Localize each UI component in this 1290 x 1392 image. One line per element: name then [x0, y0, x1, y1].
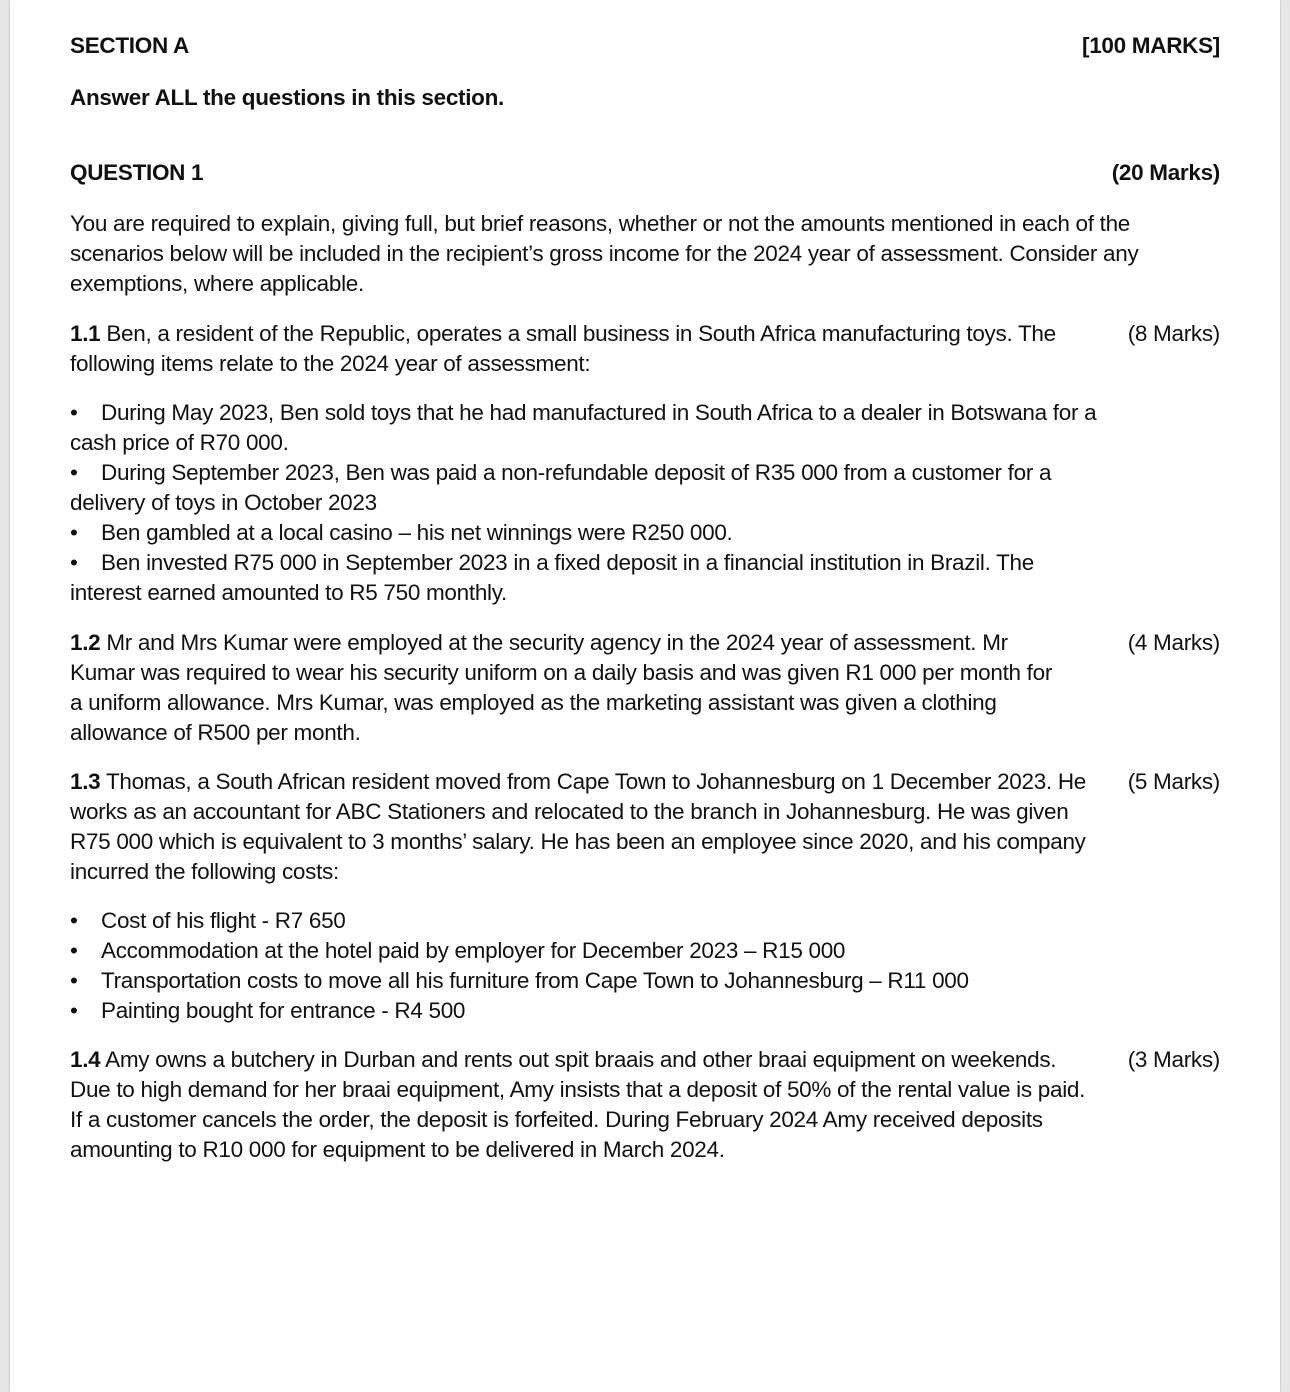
list-item: • During September 2023, Ben was paid a non-refundable deposit of R35 000 from a customer for a delivery of toys in October 2023 — [70, 460, 1052, 515]
subquestion-1-4 — [70, 1045, 1220, 1165]
subquestion-1-3 — [70, 767, 1220, 887]
question-title: QUESTION 1 — [70, 160, 204, 185]
question-intro — [70, 209, 1215, 299]
question-intro-text: You are required to explain, giving full, but brief reasons, whether or not the amounts mentioned in each of the scenarios below will be included in the recipient’s gross income for the 2024 year of assessment. Consider any exemptions, where applicable. — [70, 211, 1139, 296]
list-item: • Painting bought for entrance - R4 500 — [70, 998, 466, 1023]
question-header — [70, 158, 1220, 188]
subquestion-number: 1.2 — [70, 630, 101, 655]
list-item: • During May 2023, Ben sold toys that he had manufactured in South Africa to a dealer in Botswana for a cash price of R70 000. — [70, 400, 1097, 455]
subquestion-text: Mr and Mrs Kumar were employed at the security agency in the 2024 year of assessment. Mr Kumar was required to wear his security uniform on a daily basis and was given R1 000 per month for a uniform allowance. Mrs Kumar, was employed as the marketing assistant was given a clothing allowance of R500 per month. — [70, 630, 1053, 745]
subquestion-1-2 — [70, 628, 1220, 748]
subquestion-number: 1.3 — [70, 769, 101, 794]
section-header — [70, 31, 1220, 61]
subquestion-marks: (8 Marks) — [1127, 321, 1220, 346]
list-item: • Transportation costs to move all his furniture from Cape Town to Johannesburg – R11 000 — [70, 968, 969, 993]
list-item: • Ben invested R75 000 in September 2023 in a fixed deposit in a financial institution in Brazil. The interest earned amounted to R5 750 monthly. — [70, 550, 1034, 605]
subquestion-marks: (3 Marks) — [1127, 1047, 1220, 1072]
subquestion-number: 1.1 — [70, 321, 101, 346]
section-marks: [100 MARKS] — [1082, 33, 1220, 58]
list-item: • Accommodation at the hotel paid by employer for December 2023 – R15 000 — [70, 938, 846, 963]
subquestion-1-1 — [70, 319, 1220, 379]
subquestion-marks: (4 Marks) — [1127, 630, 1220, 655]
subquestion-text: Thomas, a South African resident moved from Cape Town to Johannesburg on 1 December 2023. He works as an accountant for ABC Stationers and relocated to the branch in Johannesburg. He was given R75 000 which is equivalent to 3 months’ salary. He has been an employee since 2020, and his company incurred the following costs: — [70, 769, 1086, 884]
subquestion-text: Amy owns a butchery in Durban and rents out spit braais and other braai equipment on weekends. Due to high demand for her braai equipment, Amy insists that a deposit of 50% of the rental value is paid. If a customer cancels the order, the deposit is forfeited. During February 2024 Amy received deposits amounting to R10 000 for equipment to be delivered in March 2024. — [70, 1047, 1086, 1162]
subquestion-1-3-bullets — [70, 906, 1110, 1026]
subquestion-1-1-bullets — [70, 398, 1110, 608]
list-item: • Ben gambled at a local casino – his net winnings were R250 000. — [70, 520, 733, 545]
subquestion-marks: (5 Marks) — [1127, 769, 1220, 794]
section-instruction: Answer ALL the questions in this section. — [70, 85, 505, 110]
subquestion-number: 1.4 — [70, 1047, 101, 1072]
subquestion-text: Ben, a resident of the Republic, operates a small business in South Africa manufacturing toys. The following items relate to the 2024 year of assessment: — [70, 321, 1056, 376]
document-page — [10, 0, 1280, 1392]
section-title: SECTION A — [70, 33, 189, 58]
question-marks: (20 Marks) — [1111, 160, 1220, 185]
list-item: • Cost of his flight - R7 650 — [70, 908, 346, 933]
